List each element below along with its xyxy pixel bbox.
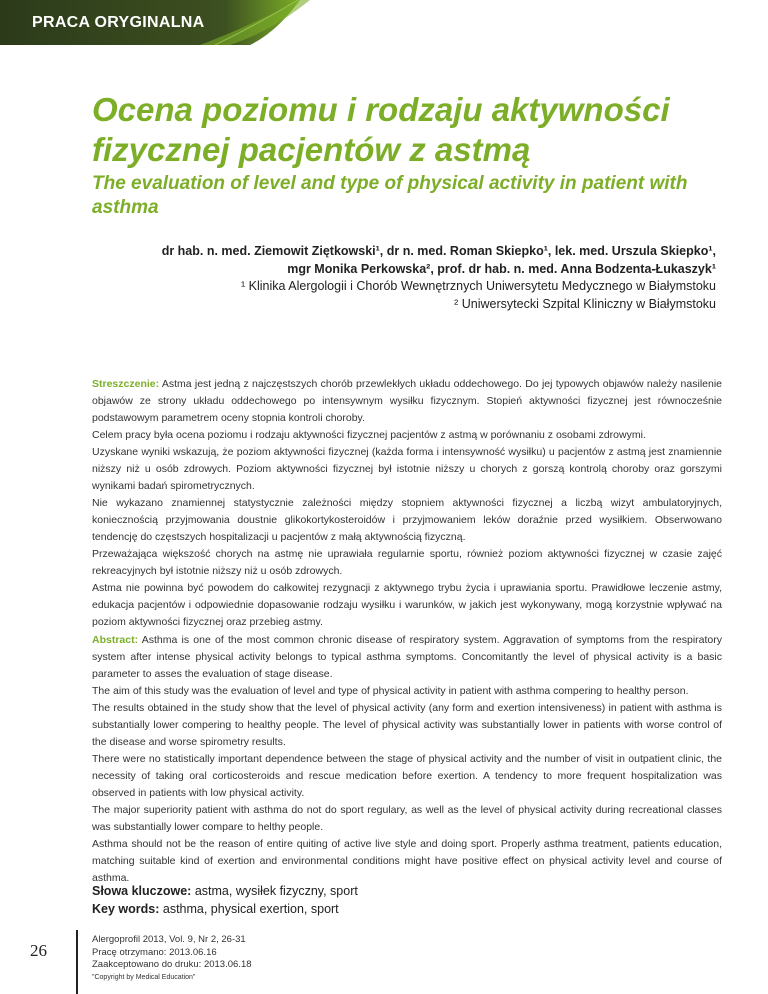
affiliation-2: ² Uniwersytecki Szpital Kliniczny w Białymstoku xyxy=(454,296,716,311)
abstract-en-p2: The aim of this study was the evaluation of level and type of physical activity in patient with asthma compering to healthy person. xyxy=(92,685,689,697)
keywords-en-value: asthma, physical exertion, sport xyxy=(162,902,339,916)
keywords-en xyxy=(92,900,722,918)
abstract-pl-label: Streszczenie: xyxy=(92,378,160,390)
abstract-en-p3: The results obtained in the study show that the level of physical activity (any form and exertion intensiveness) in patient with asthma is substantially lower compering to healthy people. The level of physical activity was substantially lower in patients with worse control of the disease and worse spirometry results. xyxy=(92,702,722,748)
author-line-1: dr hab. n. med. Ziemowit Ziętkowski¹, dr n. med. Roman Skiepko¹, lek. med. Urszula Skiepko¹, xyxy=(161,244,716,258)
abstract-en-p4: There were no statistically important dependence between the stage of physical activity and the number of visit in outpatient clinic, the necessity of taking oral corticosteroids and rescue medication before exertion. A tendency to more frequent hospitalization was observed in patients with low physical activity. xyxy=(92,753,722,799)
keywords-block xyxy=(92,882,722,918)
page-number: 26 xyxy=(30,941,47,960)
footer-divider xyxy=(76,930,78,994)
abstract-pl-p2: Celem pracy była ocena poziomu i rodzaju aktywności fizycznej pacjentów z astmą w porównaniu z osobami zdrowymi. xyxy=(92,429,646,441)
abstract-pl-p4: Nie wykazano znamiennej statystycznie zależności między stopniem aktywności fizycznej a liczbą wizyt ambulatoryjnych, koniecznością przyjmowania doustnie glikokortykosteroidów i przyjmowaniem leków doraźnie przed wysiłkiem. Obserwowano tendencję do częstszych hospitalizacji u pacjentów z małą aktywnością fizyczną. xyxy=(92,497,722,543)
keywords-pl-label: Słowa kluczowe: xyxy=(92,884,192,898)
abstract-en-p6: Asthma should not be the reason of entire quiting of active live style and doing sport. Properly asthma treatment, patients education, matching suitable kind of exertion and environmental conditions might have positive effect on physical activity level and course of asthma. xyxy=(92,838,722,884)
keywords-pl-value: astma, wysiłek fizyczny, sport xyxy=(194,884,358,898)
keywords-en-label: Key words: xyxy=(92,902,160,916)
affiliation-1: ¹ Klinika Alergologii i Chorób Wewnętrznych Uniwersytetu Medycznego w Białymstoku xyxy=(241,279,716,293)
abstract-pl-p5: Przeważająca większość chorych na astmę nie uprawiała regularnie sportu, również poziom aktywności fizycznej w czasie zajęć rekreacyjnych był istotnie niższy niż u osób zdrowych. xyxy=(92,548,722,577)
article-title-en: The evaluation of level and type of physical activity in patient with asthma xyxy=(92,173,688,218)
keywords-pl xyxy=(92,882,722,900)
abstract-pl-p6: Astma nie powinna być powodem do całkowitej rezygnacji z aktywnego trybu życia i uprawiania sportu. Prawidłowe leczenie astmy, edukacja pacjentów i odpowiednie dopasowanie rodzaju wysiłku i warunków, w jakich jest wykonywany, mogą korzystnie wpływać na poziom aktywności fizycznej oraz przebieg astmy. xyxy=(92,582,722,628)
abstract-pl-p1 xyxy=(92,376,722,427)
abstract-en-p5: The major superiority patient with asthma do not do sport regulary, as well as the level of physical activity during recreational classes was substantially lower compare to helthy people. xyxy=(92,804,722,833)
section-label: PRACA ORYGINALNA xyxy=(32,14,205,31)
received-date: Pracę otrzymano: 2013.06.16 xyxy=(92,946,217,958)
article-title-pl: Ocena poziomu i rodzaju aktywności fizycznej pacjentów z astmą xyxy=(92,91,670,168)
author-line-2: mgr Monika Perkowska², prof. dr hab. n. med. Anna Bodzenta-Łukaszyk¹ xyxy=(287,261,716,276)
abstract-en-p1 xyxy=(92,632,722,683)
abstract-en xyxy=(92,632,722,887)
abstract-pl xyxy=(92,376,722,631)
abstract-pl-text-1: Astma jest jedną z najczęstszych chorób przewlekłych układu oddechowego. Do jej typowych objawów należy nasilenie objawów ze strony układu oddechowego po intensywnym wysiłku fizycznym. Stopień aktywności fizycznej jest równocześnie podstawowym parametrem oceny stopnia kontroli choroby. xyxy=(92,378,723,424)
abstract-en-text-1: Asthma is one of the most common chronic disease of respiratory system. Aggravation of symptoms from the respiratory system after intense physical activity belongs to typical asthma symptoms. Concomitantly the level of physical activity is a basic parameter to asses the evaluation of stage disease. xyxy=(92,634,722,680)
abstract-en-label: Abstract: xyxy=(92,634,139,646)
abstract-pl-p3: Uzyskane wyniki wskazują, że poziom aktywności fizycznej (każda forma i intensywność wysiłku) u pacjentów z astmą jest znamiennie niższy niż u osób zdrowych. Poziom aktywności fizycznej był istotnie niższy u chorych z gorszą kontrolą choroby oraz gorszymi wynikami badań spirometrycznych. xyxy=(92,446,722,492)
journal-citation: Alergoprofil 2013, Vol. 9, Nr 2, 26-31 xyxy=(92,934,246,945)
footer-info xyxy=(92,934,492,984)
copyright-note: "Copyright by Medical Education" xyxy=(92,973,196,981)
section-header-bar xyxy=(0,0,768,45)
accepted-date: Zaakceptowano do druku: 2013.06.18 xyxy=(92,959,252,970)
author-block xyxy=(136,243,716,313)
